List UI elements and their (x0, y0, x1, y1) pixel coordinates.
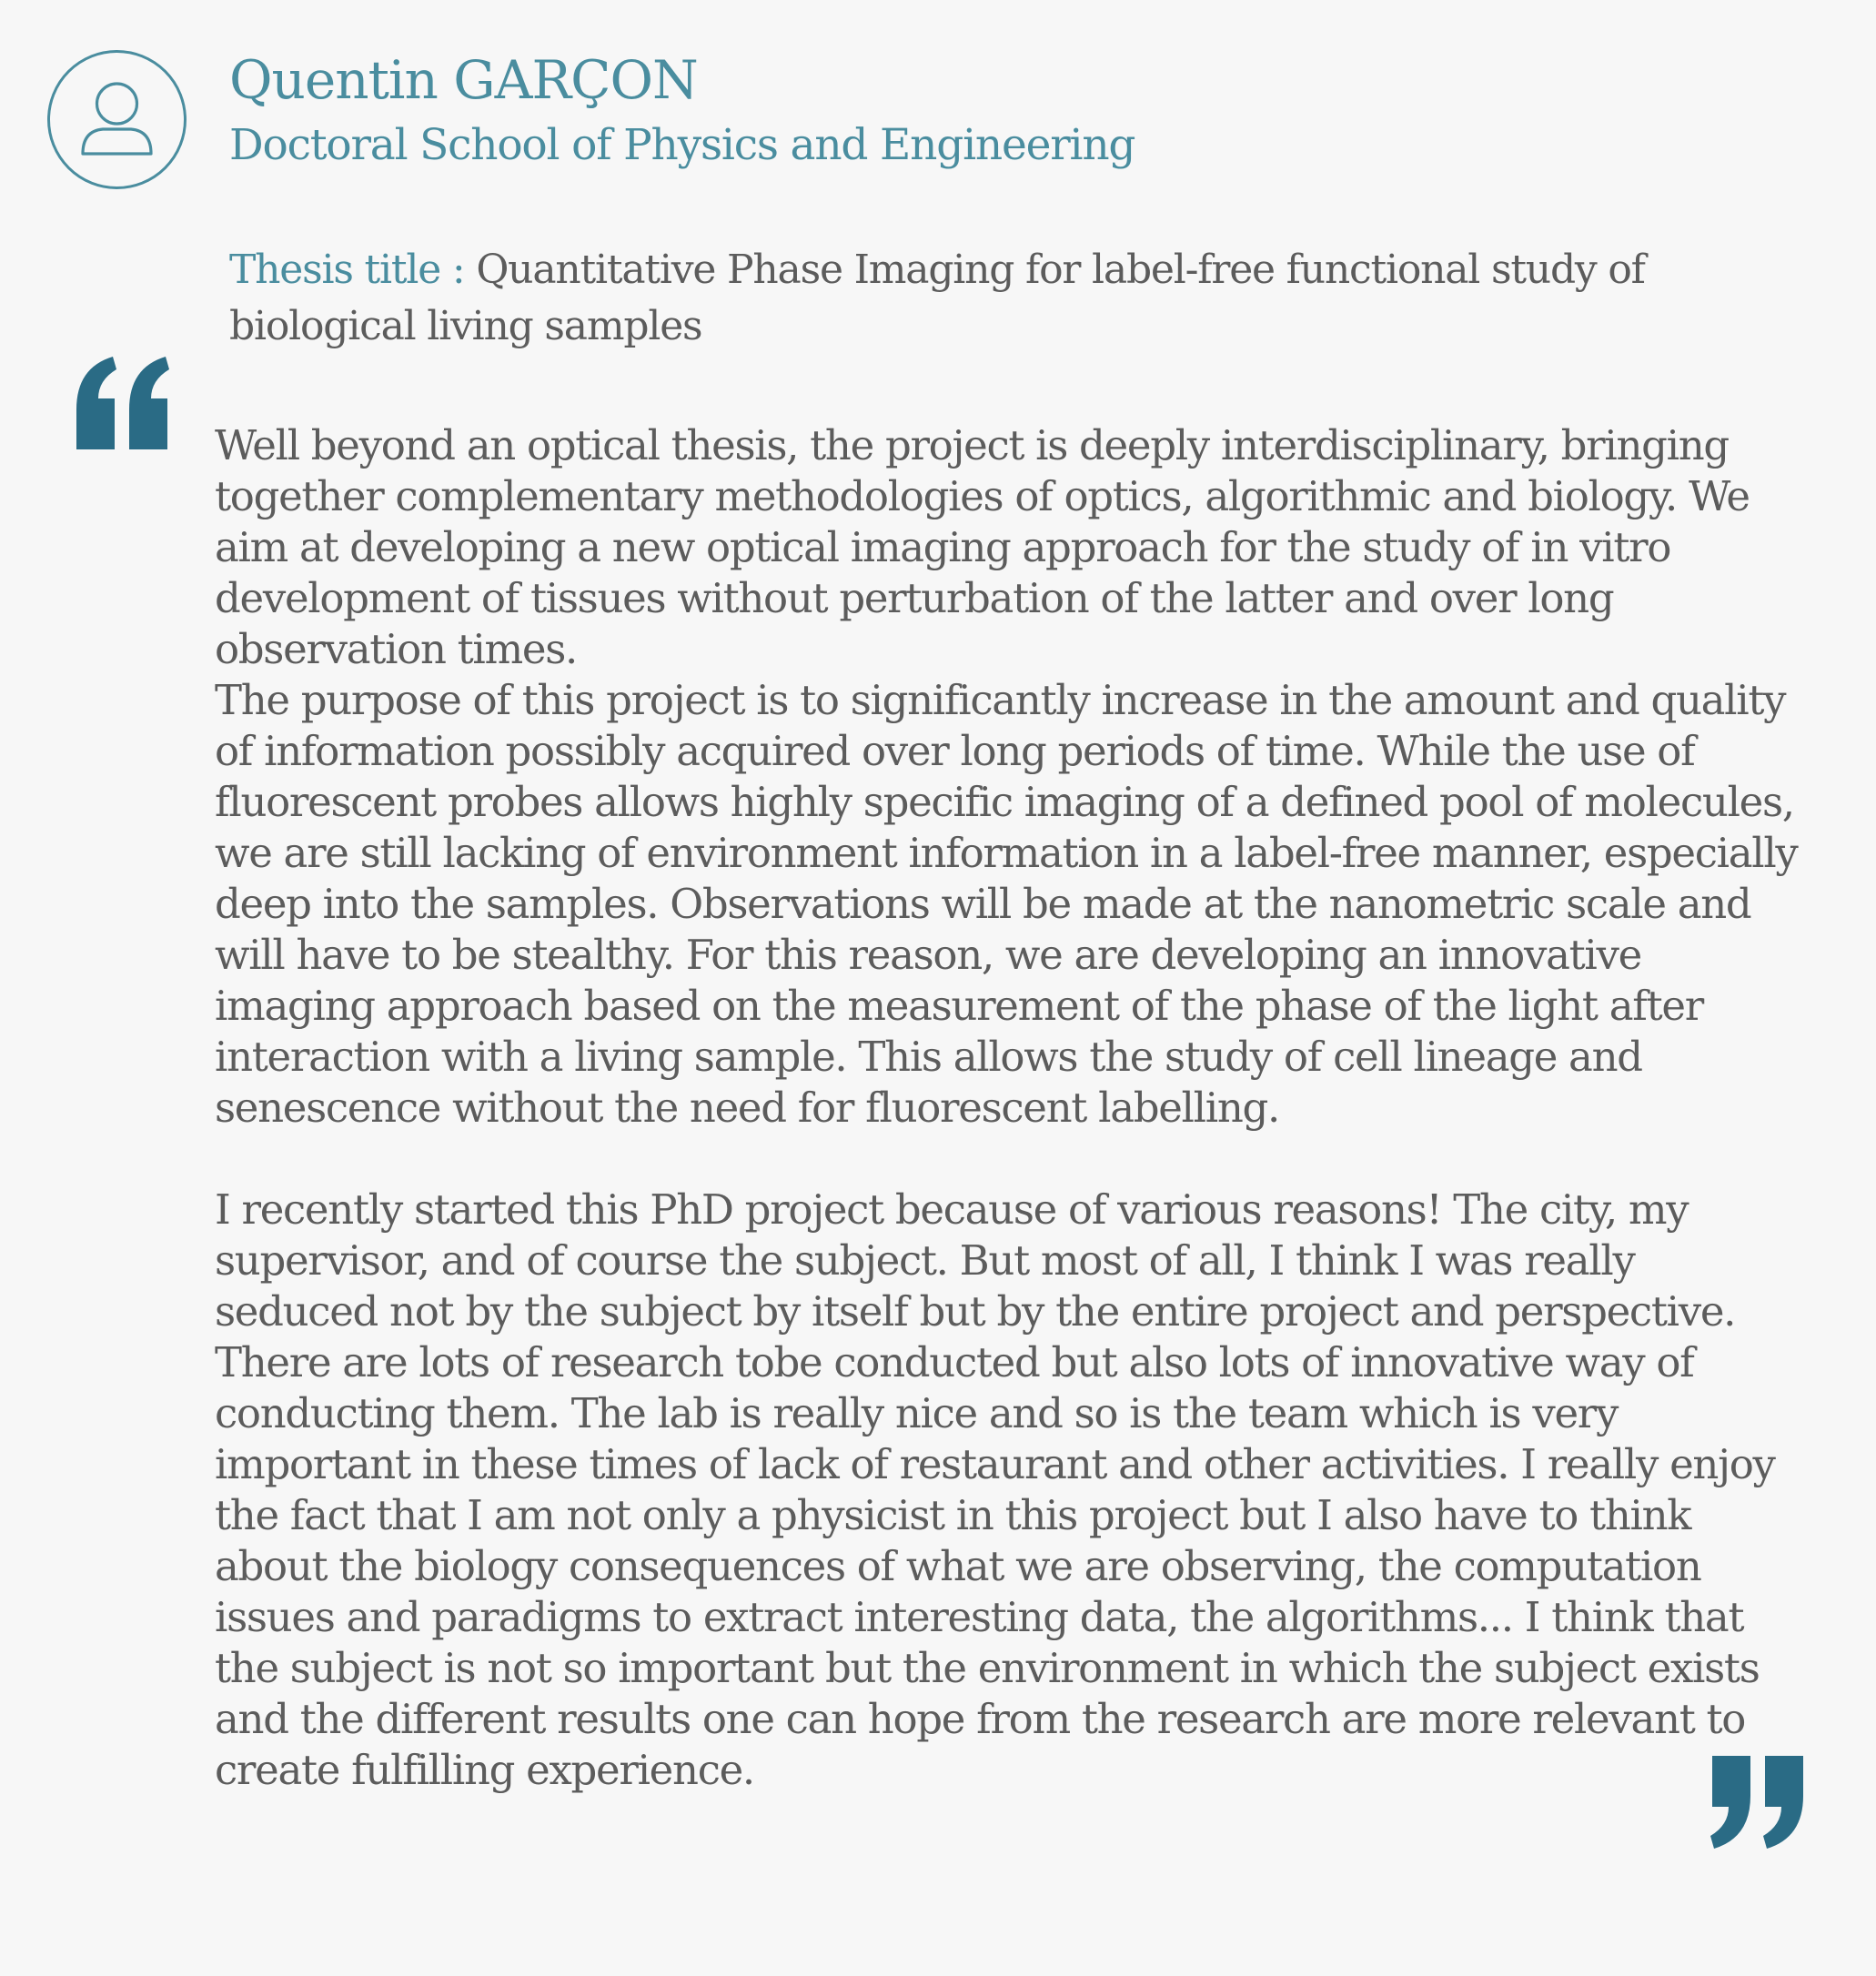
thesis-title (229, 242, 1703, 355)
testimonial-paragraph: Well beyond an optical thesis, the project is deeply interdisciplinary, bringing together complementary methodologies of optics, algorithmic and biology. We aim at developing a new optical imaging approach for the study of in vitro development of tissues without perturbation of the latter and over long observation times. (215, 421, 1750, 673)
thesis-title-label: Thesis title : (229, 247, 465, 293)
testimonial-paragraph: The purpose of this project is to significantly increase in the amount and quality of information possibly acquired over long periods of time. While the use of fluorescent probes allows highly specific imaging of a defined pool of molecules, we are still lacking of environment information in a label-free manner, especially deep into the samples. Observations will be made at the nanometric scale and will have to be stealthy. For this reason, we are developing an innovative imaging approach based on the measurement of the phase of the light after interaction with a living sample. This allows the study of cell lineage and senescence without the need for fluorescent labelling. (215, 676, 1798, 1132)
user-icon (46, 49, 187, 190)
avatar (46, 49, 187, 190)
open-quote-icon (73, 357, 173, 449)
testimonial-text (215, 420, 1798, 1796)
thesis-title-text: Quantitative Phase Imaging for label-free functional study of biological living samples (229, 247, 1645, 349)
paragraph-gap (215, 1134, 1798, 1185)
doctoral-school: Doctoral School of Physics and Engineering (229, 120, 1135, 170)
close-quote-icon (1707, 1756, 1807, 1849)
profile-name: Quentin GARÇON (229, 49, 698, 111)
testimonial-paragraph: I recently started this PhD project because of various reasons! The city, my supervisor, and of course the subject. But most of all, I think I was really seduced not by the subject by itself but by the entire project and perspective. There are lots of research tobe conducted but also lots of innovative way of conducting them. The lab is really nice and so is the team which is very important in these times of lack of restaurant and other activities. I really enjoy the fact that I am not only a physicist in this project but I also have to think about the biology consequences of what we are observing, the computation issues and paradigms to extract interesting data, the algorithms... I think that the subject is not so important but the environment in which the subject exists and the different results one can hope from the research are more relevant to create fulfilling experience. (215, 1185, 1775, 1794)
